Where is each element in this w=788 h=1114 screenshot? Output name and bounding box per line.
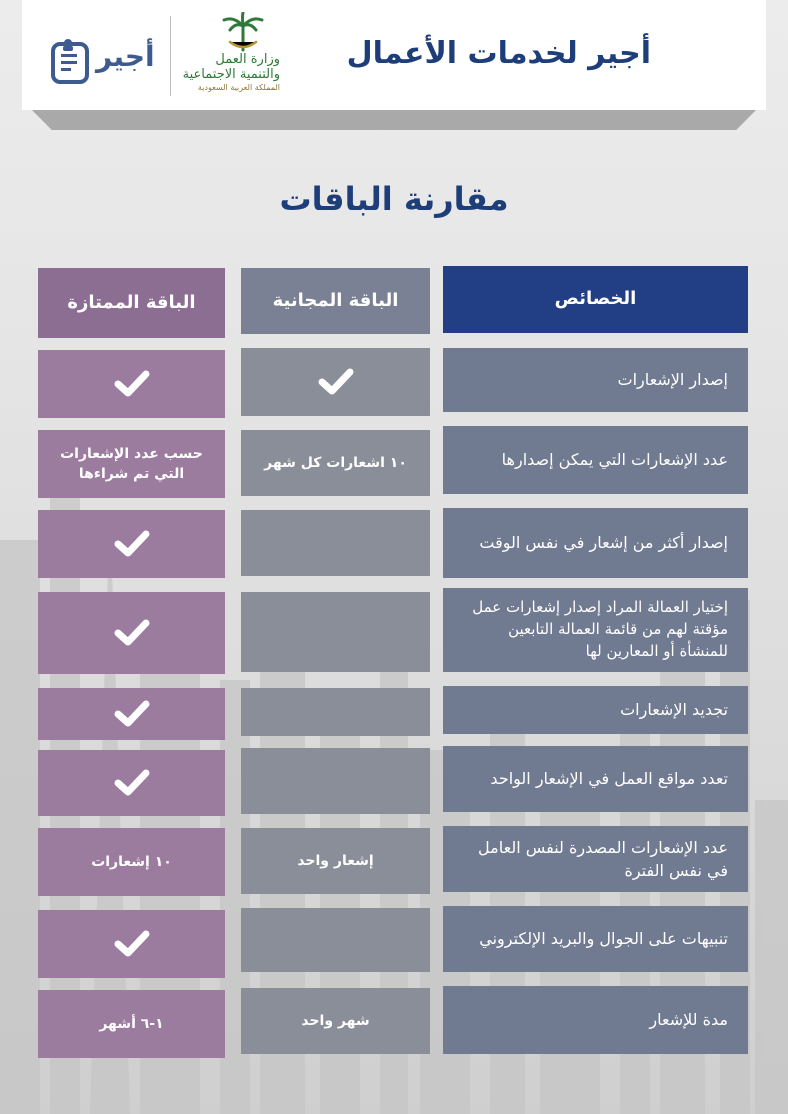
check-icon	[113, 929, 151, 959]
table-row-premium-cell	[38, 592, 225, 674]
check-icon	[113, 369, 151, 399]
ministry-line3: المملكة العربية السعودية	[197, 83, 280, 92]
table-row-feature: عدد الإشعارات المصدرة لنفس العامل في نفس الفترة	[443, 826, 748, 892]
table-row-free-cell	[241, 510, 430, 576]
ministry-line1: وزارة العمل	[215, 52, 280, 67]
free-package-header: الباقة المجانية	[241, 268, 430, 334]
table-row-free-cell: إشعار واحد	[241, 828, 430, 894]
table-row-premium-cell	[38, 510, 225, 578]
table-row-free-cell	[241, 748, 430, 814]
logo-divider	[170, 16, 171, 96]
table-row-feature: مدة للإشعار	[443, 986, 748, 1054]
section-title: مقارنة الباقات	[279, 180, 509, 218]
table-row-free-cell	[241, 348, 430, 416]
check-icon	[317, 367, 355, 397]
check-icon	[113, 618, 151, 648]
features-column-header: الخصائص	[443, 266, 748, 333]
table-row-feature: إصدار الإشعارات	[443, 348, 748, 412]
ajeer-document-icon	[50, 38, 94, 86]
check-icon	[113, 529, 151, 559]
table-row-premium-cell	[38, 688, 225, 740]
table-row-free-cell: شهر واحد	[241, 988, 430, 1054]
table-row-feature: تنبيهات على الجوال والبريد الإلكتروني	[443, 906, 748, 972]
check-icon	[113, 768, 151, 798]
header-bar	[22, 0, 766, 110]
table-row-feature: تجديد الإشعارات	[443, 686, 748, 734]
table-row-feature: تعدد مواقع العمل في الإشعار الواحد	[443, 746, 748, 812]
check-icon	[113, 699, 151, 729]
ministry-name	[162, 52, 280, 94]
table-row-feature: عدد الإشعارات التي يمكن إصدارها	[443, 426, 748, 494]
table-row-free-cell	[241, 688, 430, 736]
header-title: أجير لخدمات الأعمال	[346, 36, 651, 71]
table-row-premium-cell: ١-٦ أشهر	[38, 990, 225, 1058]
table-row-feature: إصدار أكثر من إشعار في نفس الوقت	[443, 508, 748, 578]
table-row-premium-cell	[38, 910, 225, 978]
ajeer-logo-text: أجير	[96, 40, 155, 73]
table-row-feature: إختيار العمالة المراد إصدار إشعارات عمل مؤقتة لهم من قائمة العمالة التابعين للمنشأة أو المعارين لها	[443, 588, 748, 672]
table-row-premium-cell: ١٠ إشعارات	[38, 828, 225, 896]
table-row-premium-cell	[38, 750, 225, 816]
premium-package-header: الباقة الممتازة	[38, 268, 225, 338]
table-row-free-cell	[241, 908, 430, 972]
table-row-free-cell	[241, 592, 430, 672]
table-row-premium-cell: حسب عدد الإشعارات التي تم شراءها	[38, 430, 225, 498]
table-row-free-cell: ١٠ اشعارات كل شهر	[241, 430, 430, 496]
ministry-line2: والتنمية الاجتماعية	[182, 67, 280, 82]
table-row-premium-cell	[38, 350, 225, 418]
palm-swords-emblem-icon	[222, 12, 264, 52]
